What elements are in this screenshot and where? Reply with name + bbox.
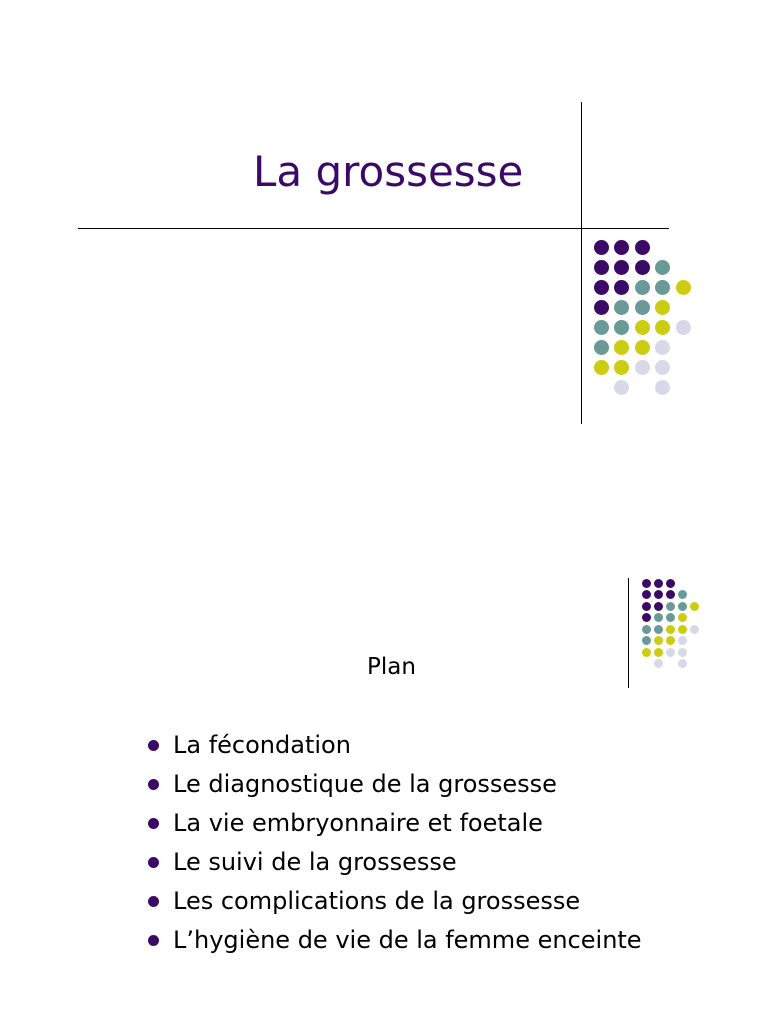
decorative-dot <box>666 602 675 611</box>
decorative-dot <box>635 240 650 255</box>
decorative-dot <box>654 579 663 588</box>
decorative-dot <box>594 340 609 355</box>
decorative-dot <box>614 320 629 335</box>
decorative-dot <box>635 260 650 275</box>
list-item-text: La vie embryonnaire et foetale <box>173 809 543 837</box>
decorative-dot <box>678 625 687 634</box>
decorative-dot <box>614 280 629 295</box>
decorative-dot <box>654 613 663 622</box>
decorative-dot <box>654 625 663 634</box>
decorative-dot <box>655 300 670 315</box>
decorative-dot <box>655 360 670 375</box>
decorative-dot <box>642 590 651 599</box>
decorative-dot <box>676 280 691 295</box>
bullet-dot-icon <box>148 818 159 829</box>
decorative-dot <box>594 280 609 295</box>
decorative-dot <box>635 320 650 335</box>
decorative-dot <box>642 648 651 657</box>
bullet-dot-icon <box>148 896 159 907</box>
decorative-dot <box>642 613 651 622</box>
decorative-dot <box>614 240 629 255</box>
list-item-text: Le suivi de la grossesse <box>173 848 457 876</box>
plan-title: Plan <box>367 654 416 680</box>
bullet-dot-icon <box>148 779 159 790</box>
decorative-dot <box>678 636 687 645</box>
decorative-dot <box>614 360 629 375</box>
vertical-rule <box>628 578 629 688</box>
bullet-dot-icon <box>148 857 159 868</box>
slide-title-text: La grossesse <box>253 147 524 196</box>
decorative-dot <box>655 380 670 395</box>
decorative-dot <box>654 590 663 599</box>
decorative-dot <box>642 579 651 588</box>
decorative-dot <box>614 380 629 395</box>
decorative-dot <box>642 636 651 645</box>
decorative-dot <box>614 340 629 355</box>
decorative-dot <box>594 260 609 275</box>
decorative-dot <box>654 659 663 668</box>
decorative-dot <box>594 240 609 255</box>
list-item <box>146 923 706 957</box>
list-item-text: Le diagnostique de la grossesse <box>173 770 557 798</box>
vertical-rule <box>581 102 582 424</box>
decorative-dot <box>690 625 699 634</box>
list-item-text: Les complications de la grossesse <box>173 887 581 915</box>
decorative-dot <box>594 300 609 315</box>
slide-plan <box>0 520 768 1024</box>
decorative-dot <box>642 625 651 634</box>
decorative-dot <box>655 260 670 275</box>
decorative-dot <box>666 579 675 588</box>
bullet-dot-icon <box>148 740 159 751</box>
decorative-dot <box>666 636 675 645</box>
decorative-dot <box>678 602 687 611</box>
decorative-dot <box>690 602 699 611</box>
decorative-dot <box>642 602 651 611</box>
decorative-dot <box>594 320 609 335</box>
list-item <box>146 806 706 840</box>
decorative-dot <box>655 280 670 295</box>
decorative-dot <box>678 648 687 657</box>
decorative-dot <box>654 636 663 645</box>
list-item <box>146 845 706 879</box>
decorative-dot <box>594 360 609 375</box>
list-item <box>146 728 706 762</box>
plan-list <box>146 728 706 962</box>
decorative-dot <box>666 648 675 657</box>
decorative-dot <box>654 602 663 611</box>
decorative-dot <box>676 320 691 335</box>
bullet-dot-icon <box>148 935 159 946</box>
decorative-dot <box>614 300 629 315</box>
decorative-dot <box>655 320 670 335</box>
decorative-dot <box>635 360 650 375</box>
decorative-dot <box>614 260 629 275</box>
decorative-dot <box>635 300 650 315</box>
list-item-text: L’hygiène de vie de la femme enceinte <box>173 926 642 954</box>
decorative-dot <box>678 659 687 668</box>
decorative-dot <box>635 340 650 355</box>
list-item <box>146 884 706 918</box>
decorative-dot <box>654 648 663 657</box>
decorative-dot <box>678 590 687 599</box>
decorative-dot <box>635 280 650 295</box>
decorative-dot <box>666 590 675 599</box>
decorative-dot <box>655 340 670 355</box>
decorative-dot <box>666 613 675 622</box>
decorative-dot <box>666 625 675 634</box>
list-item <box>146 767 706 801</box>
decorative-dot <box>678 613 687 622</box>
list-item-text: La fécondation <box>173 731 351 759</box>
